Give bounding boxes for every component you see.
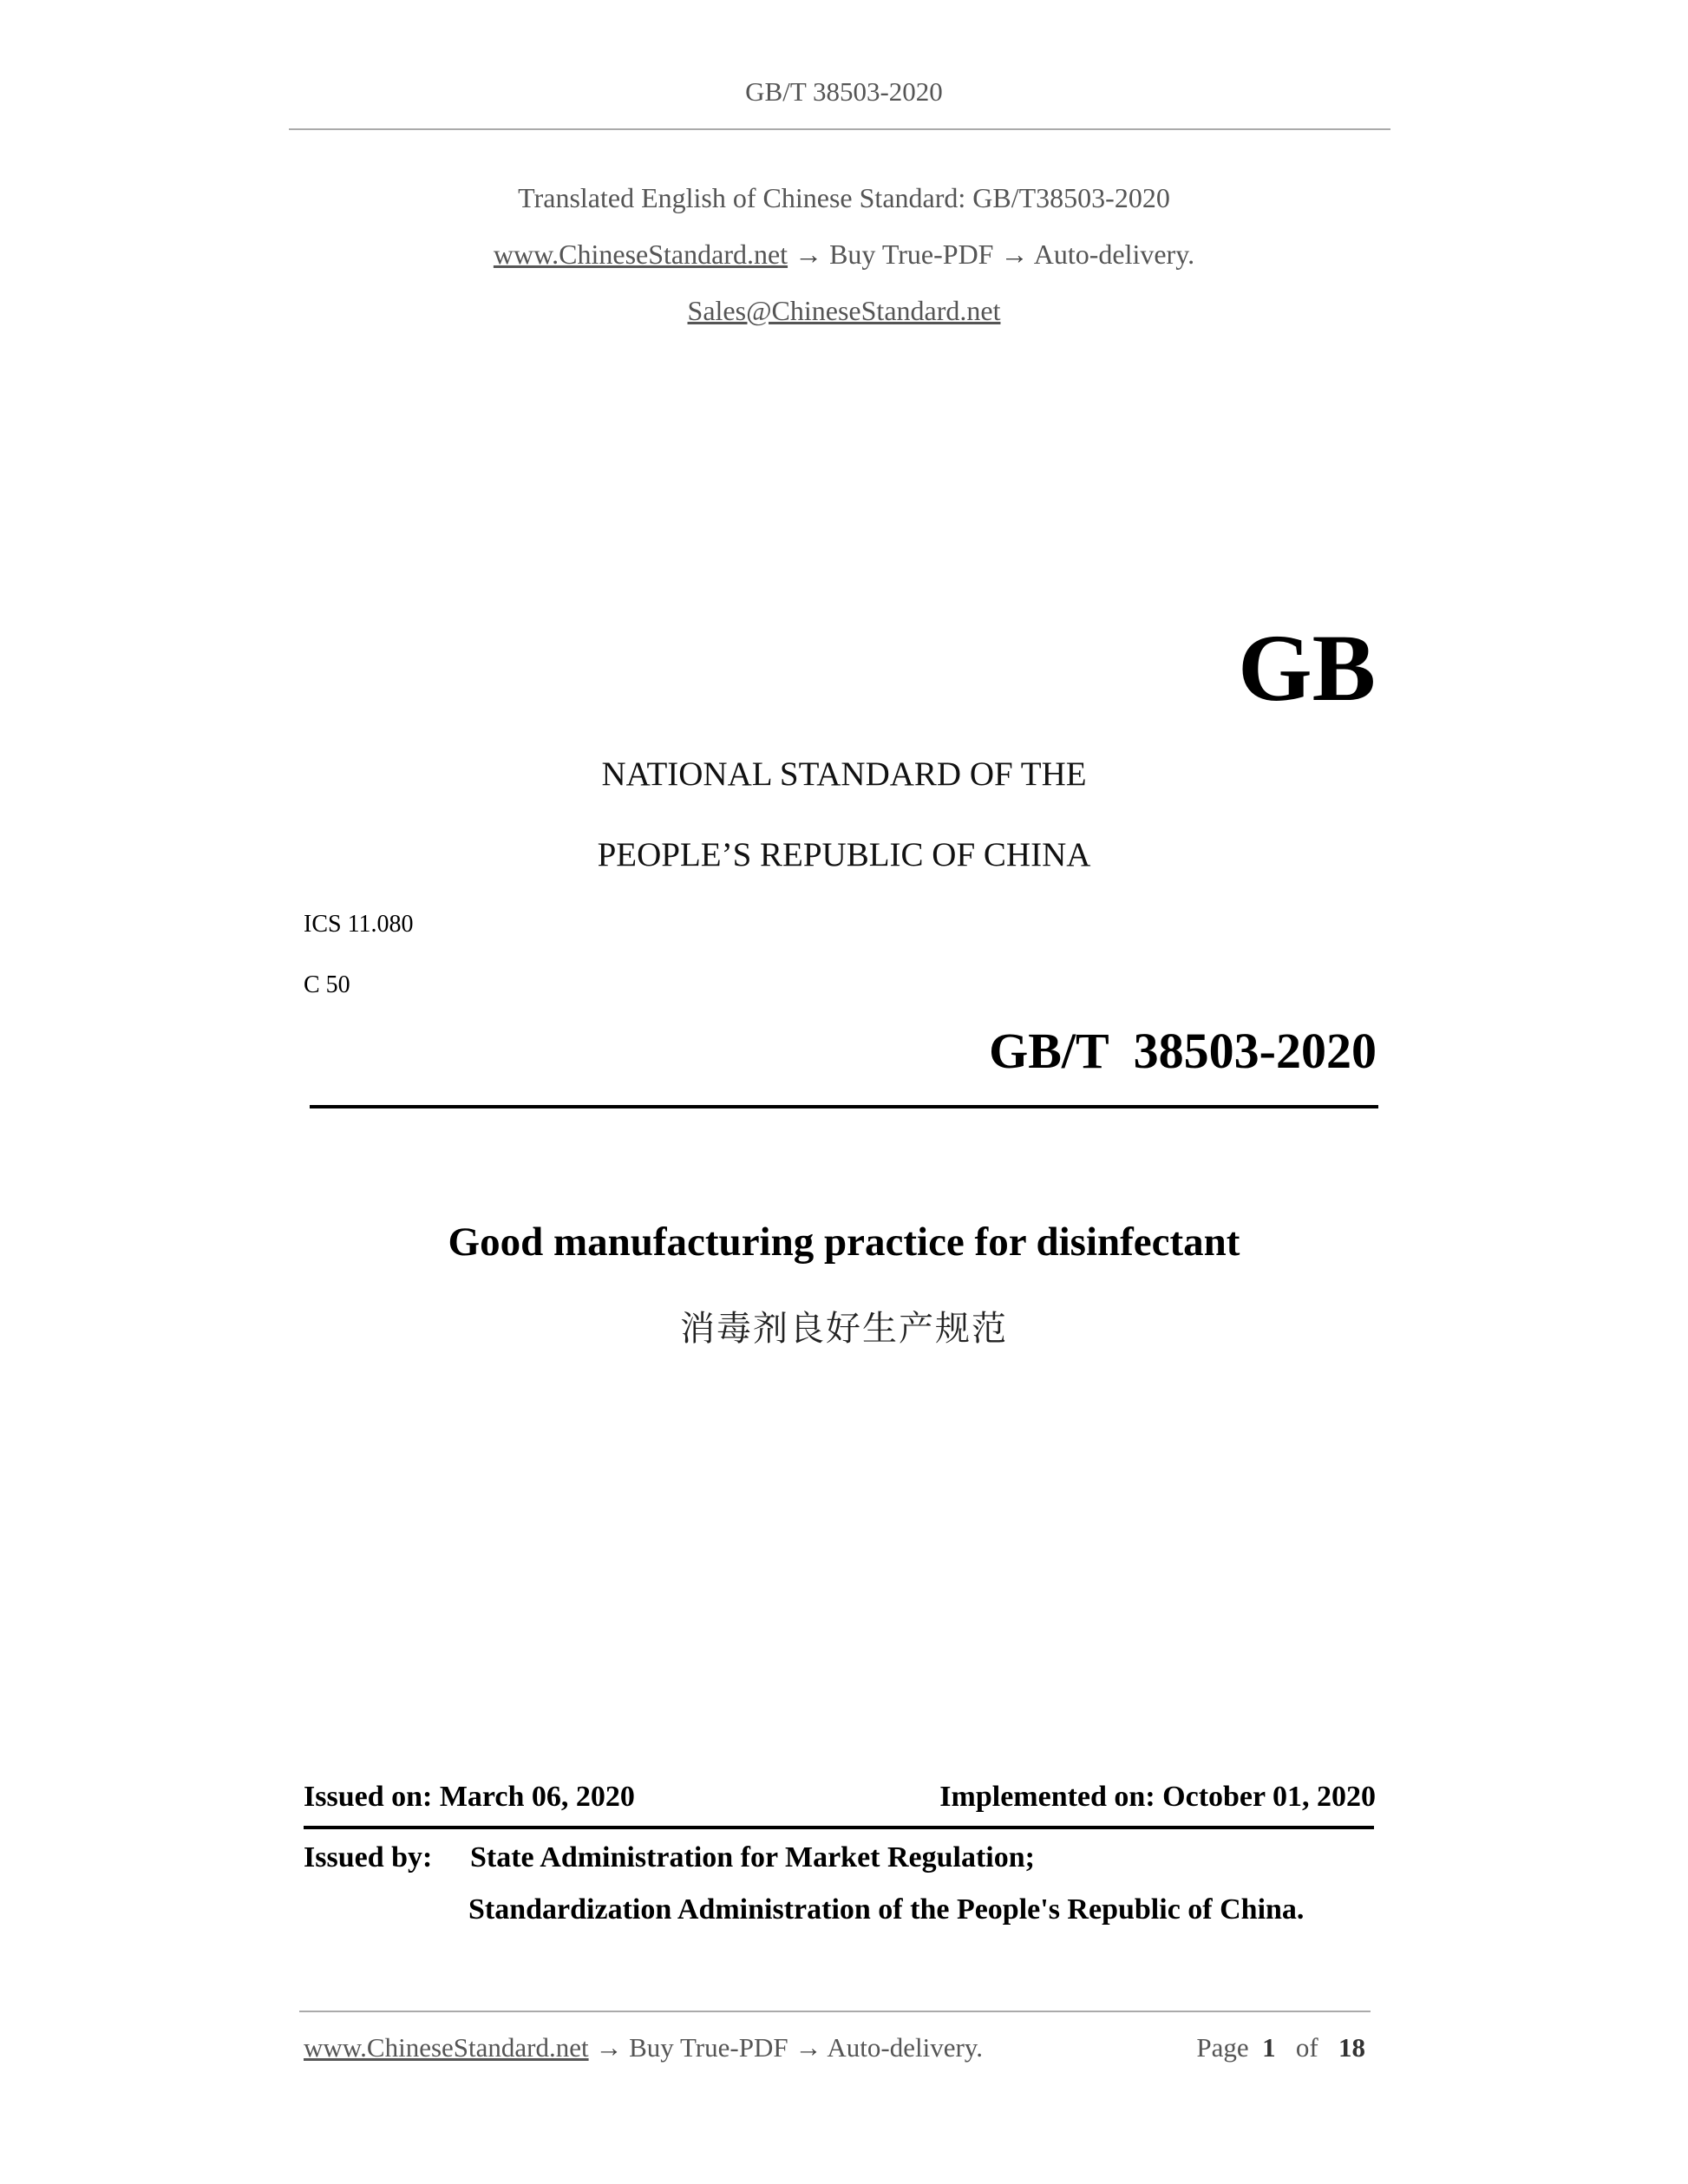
standard-number: GB/T 38503-2020 [989, 1023, 1377, 1079]
promo-line [0, 239, 1688, 271]
auto-delivery-text: Auto-delivery. [1033, 239, 1195, 270]
footer-delivery-text: Auto-delivery. [827, 2032, 984, 2063]
page-indicator [1196, 2032, 1365, 2063]
page-current: 1 [1262, 2032, 1276, 2063]
site-link[interactable]: www.ChineseStandard.net [493, 239, 788, 270]
issued-on-date: Issued on: March 06, 2020 [304, 1781, 635, 1813]
implemented-on-date: Implemented on: October 01, 2020 [939, 1781, 1376, 1813]
footer-promo [304, 2032, 983, 2063]
arrow-right-icon: → [1000, 239, 1029, 270]
issuer-line2: Standardization Administration of the People's Republic of China. [468, 1893, 1305, 1926]
page-of-label: of [1295, 2032, 1318, 2063]
english-title: Good manufacturing practice for disinfectant [448, 1220, 1240, 1265]
national-standard-line2: PEOPLE’S REPUBLIC OF CHINA [597, 836, 1091, 873]
running-header: GB/T 38503-2020 [745, 76, 943, 107]
translation-notice: Translated English of Chinese Standard: GB/T38503-2020 [518, 182, 1170, 213]
ics-code: ICS 11.080 [304, 911, 414, 938]
gb-mark: GB [1238, 615, 1376, 721]
sales-email-link[interactable]: Sales@ChineseStandard.net [687, 295, 1001, 326]
issued-by-label: Issued by: [304, 1841, 433, 1873]
ccs-code: C 50 [304, 971, 350, 998]
footer-divider [299, 2011, 1371, 2012]
arrow-right-icon: → [795, 2032, 822, 2063]
chinese-title: 消毒剂良好生产规范 [680, 1309, 1008, 1349]
footer-buy-text: Buy True-PDF [629, 2032, 788, 2063]
arrow-right-icon: → [795, 239, 823, 270]
arrow-right-icon: → [595, 2032, 623, 2063]
standard-number-rule [310, 1105, 1378, 1108]
page-total: 18 [1338, 2032, 1365, 2063]
issuance-rule [304, 1826, 1374, 1829]
header-divider [289, 128, 1390, 130]
issuer-line1: State Administration for Market Regulation; [470, 1841, 1035, 1873]
national-standard-line1: NATIONAL STANDARD OF THE [601, 755, 1087, 793]
footer-site-link[interactable]: www.ChineseStandard.net [304, 2032, 589, 2063]
email-line [0, 295, 1688, 327]
buy-true-pdf-text: Buy True-PDF [829, 239, 994, 270]
page-label: Page [1196, 2032, 1249, 2063]
